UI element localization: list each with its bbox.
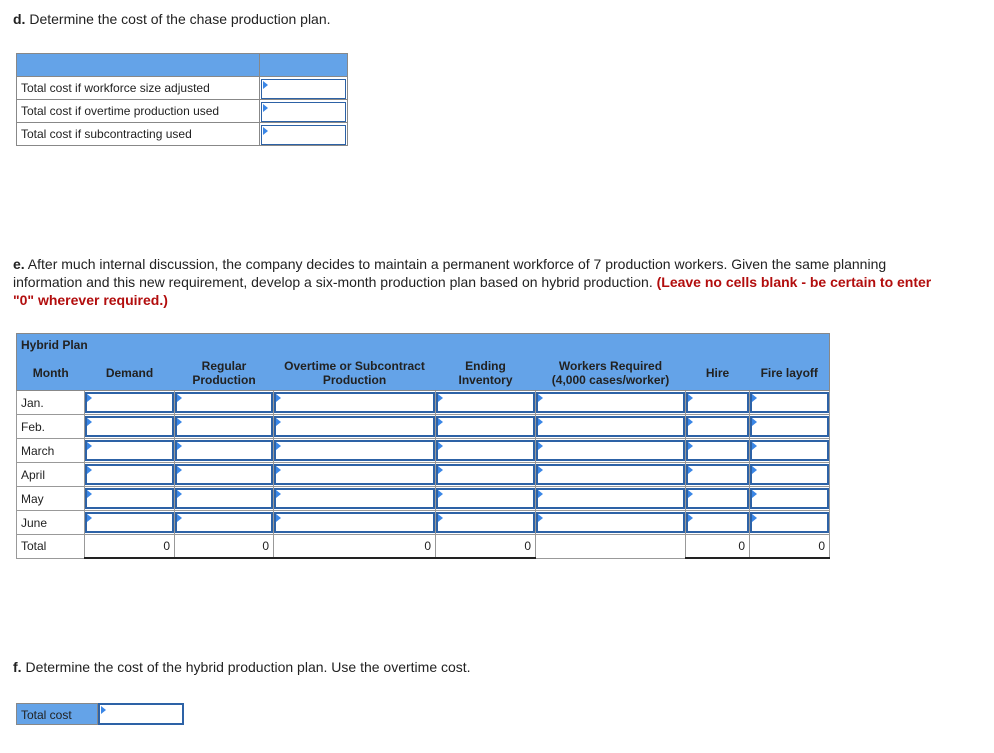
col-fire: Fire layoff	[750, 356, 830, 391]
question-d-text: Determine the cost of the chase production plan.	[25, 11, 331, 27]
month-label: Feb.	[17, 415, 85, 439]
regular-production-input[interactable]	[175, 440, 273, 461]
fire-input[interactable]	[750, 512, 829, 533]
month-label: Jan.	[17, 391, 85, 415]
total-hire: 0	[686, 535, 750, 559]
workers-required-input[interactable]	[536, 488, 685, 509]
month-label: June	[17, 511, 85, 535]
overtime-cost-label: Total cost if overtime production used	[17, 100, 260, 123]
col-overtime: Overtime or Subcontract Production	[274, 356, 436, 391]
ending-inventory-input[interactable]	[436, 464, 535, 485]
demand-input[interactable]	[85, 488, 174, 509]
total-ending: 0	[436, 535, 536, 559]
question-e-prefix: e.	[13, 256, 25, 272]
col-workers-required: Workers Required (4,000 cases/worker)	[536, 356, 686, 391]
ending-inventory-input[interactable]	[436, 488, 535, 509]
hybrid-plan-title: Hybrid Plan	[17, 334, 830, 357]
total-label: Total	[17, 535, 85, 559]
chase-cost-header	[17, 54, 348, 77]
ending-inventory-input[interactable]	[436, 416, 535, 437]
col-ending-inventory: Ending Inventory	[436, 356, 536, 391]
overtime-cost-input[interactable]	[261, 102, 346, 122]
table-row	[17, 391, 830, 415]
hire-input[interactable]	[686, 392, 749, 413]
overtime-production-input[interactable]	[274, 416, 435, 437]
workers-required-input[interactable]	[536, 392, 685, 413]
demand-input[interactable]	[85, 416, 174, 437]
overtime-production-input[interactable]	[274, 512, 435, 533]
total-row	[17, 535, 830, 559]
hire-input[interactable]	[686, 488, 749, 509]
hybrid-total-cost-row	[16, 703, 184, 725]
ending-inventory-input[interactable]	[436, 512, 535, 533]
hire-input[interactable]	[686, 512, 749, 533]
col-hire: Hire	[686, 356, 750, 391]
overtime-production-input[interactable]	[274, 440, 435, 461]
table-row	[17, 100, 348, 123]
question-d	[13, 10, 331, 28]
total-regular: 0	[175, 535, 274, 559]
regular-production-input[interactable]	[175, 392, 273, 413]
demand-input[interactable]	[85, 512, 174, 533]
total-demand: 0	[85, 535, 175, 559]
fire-input[interactable]	[750, 416, 829, 437]
regular-production-input[interactable]	[175, 488, 273, 509]
workers-required-input[interactable]	[536, 440, 685, 461]
month-label: March	[17, 439, 85, 463]
table-row	[17, 415, 830, 439]
question-f	[13, 658, 471, 676]
demand-input[interactable]	[85, 464, 174, 485]
table-row	[17, 463, 830, 487]
workers-required-input[interactable]	[536, 464, 685, 485]
subcontract-cost-label: Total cost if subcontracting used	[17, 123, 260, 146]
hybrid-plan-table	[16, 333, 830, 559]
regular-production-input[interactable]	[175, 512, 273, 533]
workers-required-input[interactable]	[536, 416, 685, 437]
col-month: Month	[17, 356, 85, 391]
demand-input[interactable]	[85, 440, 174, 461]
subcontract-cost-input[interactable]	[261, 125, 346, 145]
regular-production-input[interactable]	[175, 464, 273, 485]
workers-required-input[interactable]	[536, 512, 685, 533]
table-row	[17, 487, 830, 511]
table-row	[17, 77, 348, 100]
fire-input[interactable]	[750, 440, 829, 461]
hire-input[interactable]	[686, 464, 749, 485]
table-row	[17, 511, 830, 535]
overtime-production-input[interactable]	[274, 392, 435, 413]
fire-input[interactable]	[750, 464, 829, 485]
ending-inventory-input[interactable]	[436, 440, 535, 461]
workforce-cost-input[interactable]	[261, 79, 346, 99]
table-row	[17, 123, 348, 146]
col-regular: Regular Production	[175, 356, 274, 391]
fire-input[interactable]	[750, 392, 829, 413]
chase-cost-table	[16, 53, 348, 146]
fire-input[interactable]	[750, 488, 829, 509]
col-demand: Demand	[85, 356, 175, 391]
month-label: May	[17, 487, 85, 511]
total-cost-input[interactable]	[98, 703, 184, 725]
workforce-cost-label: Total cost if workforce size adjusted	[17, 77, 260, 100]
overtime-production-input[interactable]	[274, 464, 435, 485]
hire-input[interactable]	[686, 416, 749, 437]
question-f-prefix: f.	[13, 659, 22, 675]
hybrid-plan-title-row	[17, 334, 830, 357]
regular-production-input[interactable]	[175, 416, 273, 437]
question-e	[13, 255, 953, 309]
total-fire: 0	[750, 535, 830, 559]
total-workers	[536, 535, 686, 559]
hire-input[interactable]	[686, 440, 749, 461]
table-row	[17, 439, 830, 463]
question-f-text: Determine the cost of the hybrid production plan. Use the overtime cost.	[21, 659, 471, 675]
month-label: April	[17, 463, 85, 487]
hybrid-plan-header-row	[17, 356, 830, 391]
demand-input[interactable]	[85, 392, 174, 413]
question-d-prefix: d.	[13, 11, 26, 27]
question-e-text: After much internal discussion, the company decides to maintain a permanent workforce of 7 production workers. Given the same planning information and this new requirement, develop a six-month production plan based on hybrid production.	[13, 256, 887, 290]
ending-inventory-input[interactable]	[436, 392, 535, 413]
total-overtime: 0	[274, 535, 436, 559]
total-cost-label: Total cost	[16, 703, 98, 725]
overtime-production-input[interactable]	[274, 488, 435, 509]
question-e-warning: (Leave no cells blank - be certain to enter "0" wherever required.)	[13, 274, 932, 308]
